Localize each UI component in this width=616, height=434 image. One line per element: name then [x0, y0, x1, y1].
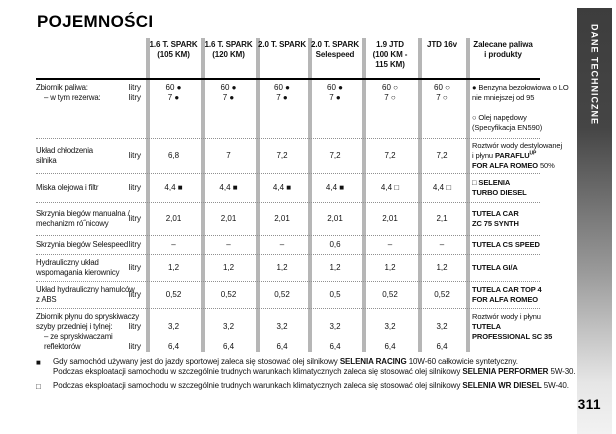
product-line: [472, 240, 540, 250]
row-label-line: z ABS: [36, 295, 57, 304]
page-number: 311: [577, 397, 601, 412]
value-line: 7 ●: [276, 93, 288, 102]
value-line: 1,2: [384, 263, 396, 272]
product-line: [472, 83, 569, 93]
unit-cell: [122, 203, 146, 235]
table-row: [36, 202, 540, 235]
header-spacer-label: [36, 38, 122, 78]
column-header: [418, 38, 466, 78]
unit-line: litry: [128, 240, 141, 249]
value-cell: [201, 255, 256, 281]
product-line: [472, 161, 562, 171]
column-header: [256, 38, 308, 78]
row-label-line: Zbiornik płynu do spryskiwaczy: [36, 312, 139, 321]
value-line: 4,4 ■: [164, 183, 183, 192]
value-line: 3,2: [329, 322, 341, 331]
text-segment: SELENIA RACING: [339, 357, 407, 366]
value-cell: [146, 236, 201, 254]
unit-cell: [122, 236, 146, 254]
value-cell: [256, 282, 308, 308]
text-segment: Roztwór wody destylowanej: [472, 141, 563, 150]
column-header-line: (100 KM -: [372, 50, 408, 59]
value-line: 7 ●: [329, 93, 341, 102]
value-cell: [146, 80, 201, 138]
footnote-marker: ■: [36, 358, 41, 367]
value-cell: [308, 309, 362, 352]
row-label-line: Układ hydrauliczny hamulców: [36, 285, 135, 294]
product-line: [472, 123, 569, 133]
value-cell: [146, 309, 201, 352]
value-line: –: [439, 240, 445, 249]
value-line: 2,01: [220, 214, 237, 223]
product-line: [472, 332, 552, 342]
product-cell: [466, 139, 562, 173]
value-line: 7: [226, 151, 231, 160]
row-label-line: – w tym rezerwa:: [44, 93, 101, 102]
column-header: [362, 38, 418, 78]
value-line: 7,2: [276, 151, 288, 160]
value-cell: [362, 309, 418, 352]
value-cell: [418, 282, 466, 308]
value-line: –: [279, 240, 285, 249]
value-line: [256, 332, 308, 342]
text-segment: Gdy samochód używany jest do jazdy sportowej zaleca się stosować olej silnikowy: [53, 357, 340, 366]
value-line: 0,52: [434, 290, 450, 299]
row-label-line: szyby przedniej i tylnej:: [36, 322, 113, 331]
unit-cell: [122, 255, 146, 281]
text-segment: FOR ALFA ROMEO: [472, 295, 538, 304]
header-spacer-unit: [122, 38, 146, 78]
value-line: 60 ●: [327, 83, 343, 92]
column-header-line: 1.6 T. SPARK: [204, 40, 253, 49]
product-line: [472, 178, 540, 188]
product-line: [472, 312, 552, 322]
value-line: [256, 312, 308, 322]
value-cell: [256, 80, 308, 138]
value-line: 3,2: [384, 322, 396, 331]
value-line: [146, 312, 201, 322]
value-cell: [201, 80, 256, 138]
value-cell: [308, 174, 362, 202]
value-line: [362, 332, 418, 342]
unit-line: litry: [128, 93, 141, 102]
value-line: 60 ○: [382, 83, 398, 92]
product-line: [472, 295, 542, 305]
product-line: [472, 322, 552, 332]
value-line: 0,6: [329, 240, 341, 249]
value-cell: [146, 139, 201, 173]
value-line: 60 ●: [165, 83, 182, 92]
footnote-line: [53, 367, 576, 377]
value-cell: [201, 139, 256, 173]
value-cell: [201, 309, 256, 352]
value-line: 0,52: [274, 290, 290, 299]
text-segment: 5W-30.: [548, 367, 576, 376]
value-line: [362, 312, 418, 322]
column-header: [146, 38, 201, 78]
product-line: [472, 103, 569, 113]
text-segment: TUTELA CAR: [472, 209, 519, 218]
text-segment: i płynu: [472, 151, 495, 160]
text-segment: Roztwór wody i płynu: [472, 312, 541, 321]
value-line: 4,4 □: [432, 183, 452, 192]
value-line: 7,2: [436, 151, 448, 160]
footnote: [36, 381, 569, 393]
row-label: [36, 236, 129, 254]
product-cell: [466, 236, 540, 254]
table-header-row: [36, 38, 540, 80]
column-header-line: 2.0 T. SPARK: [258, 40, 306, 49]
value-line: 2,01: [165, 214, 182, 223]
row-label-line: Skrzynia biegów manualna /: [36, 209, 130, 218]
product-line: [472, 219, 540, 229]
column-header-line: 2.0 T. SPARK: [311, 40, 359, 49]
footnote-line: [53, 381, 569, 391]
product-line: [472, 285, 542, 295]
section-tab: [577, 8, 612, 434]
row-label-line: wspomagania kierownicy: [36, 268, 120, 277]
unit-cell: [122, 309, 146, 352]
value-line: 6,4: [167, 342, 180, 351]
value-cell: [201, 236, 256, 254]
value-line: [308, 332, 362, 342]
row-label-line: silnika: [36, 156, 57, 165]
value-line: [201, 312, 256, 322]
row-label-line: – ze spryskiwaczami: [44, 332, 113, 341]
value-line: 4,4 □: [380, 183, 400, 192]
value-cell: [418, 255, 466, 281]
value-line: 2,01: [327, 214, 343, 223]
value-cell: [201, 203, 256, 235]
column-header: [308, 38, 362, 78]
value-cell: [418, 80, 466, 138]
value-cell: [308, 282, 362, 308]
value-line: 1,2: [276, 263, 288, 272]
product-cell: [466, 203, 540, 235]
table-row: [36, 308, 553, 352]
column-header-line: Zalecane paliwa: [473, 40, 533, 49]
row-label: [36, 80, 122, 138]
value-cell: [362, 255, 418, 281]
text-segment: □ SELENIA: [472, 178, 511, 187]
column-header-line: (120 KM): [212, 50, 245, 59]
unit-cell: [122, 282, 146, 308]
row-label-line: reflektorów: [44, 342, 81, 351]
column-header: [201, 38, 256, 78]
text-segment: TUTELA GI/A: [472, 263, 518, 272]
text-segment: (Specyfikacja EN590): [472, 123, 543, 132]
row-label-line: Skrzynia biegów Selespeed: [36, 240, 129, 249]
text-segment: Podczas eksploatacji samochodu w szczególnie trudnych warunkach klimatycznych zaleca się stosować olej silnikowy: [53, 381, 463, 390]
unit-line: litry: [128, 263, 141, 272]
value-cell: [146, 203, 201, 235]
unit-line: litry: [128, 151, 141, 160]
products-column-header: [466, 38, 540, 78]
text-segment: UP: [529, 150, 537, 157]
value-line: –: [171, 240, 176, 249]
row-label-line: mechanizm ró˝nicowy: [36, 219, 109, 228]
value-cell: [418, 309, 466, 352]
value-line: 2,01: [382, 214, 398, 223]
text-segment: TUTELA: [472, 322, 501, 331]
row-label-line: Układ chłodzenia: [36, 146, 93, 155]
product-cell: [466, 255, 540, 281]
value-cell: [201, 174, 256, 202]
value-cell: [362, 203, 418, 235]
section-tab-label: DANE TECHNICZNE: [589, 24, 600, 126]
text-segment: PARAFLU: [494, 151, 530, 160]
value-cell: [256, 174, 308, 202]
value-line: [308, 312, 362, 322]
product-line: [472, 263, 540, 273]
product-line: [472, 141, 562, 151]
value-cell: [256, 255, 308, 281]
value-line: 4,4 ■: [325, 183, 345, 192]
value-cell: [308, 139, 362, 173]
value-line: 6,4: [436, 342, 448, 351]
value-cell: [146, 255, 201, 281]
value-line: 2,1: [436, 214, 448, 223]
value-line: 0,52: [382, 290, 398, 299]
value-line: 6,4: [329, 342, 341, 351]
value-cell: [256, 139, 308, 173]
value-line: 60 ●: [220, 83, 237, 92]
value-cell: [418, 236, 466, 254]
table-row: [36, 173, 540, 202]
value-line: 6,4: [384, 342, 396, 351]
value-cell: [418, 174, 466, 202]
column-header-line: i produkty: [484, 50, 522, 59]
unit-line: litry: [128, 342, 141, 351]
page-title: POJEMNOŚCI: [37, 12, 154, 31]
product-line: [472, 209, 540, 219]
value-line: 3,2: [276, 322, 288, 331]
value-line: 6,4: [222, 342, 235, 351]
product-cell: [466, 174, 540, 202]
value-cell: [308, 236, 362, 254]
column-header-line: 1.9 JTD: [376, 40, 404, 49]
product-cell: [466, 80, 569, 138]
value-line: 1,2: [167, 263, 180, 272]
table-row: [36, 281, 540, 308]
footnote-text: [53, 357, 576, 377]
value-line: 2,01: [274, 214, 290, 223]
column-header-line: (105 KM): [157, 50, 190, 59]
column-header-line: 115 KM): [375, 60, 405, 69]
unit-line: litry: [128, 183, 141, 192]
table-row: [36, 138, 563, 173]
value-cell: [418, 139, 466, 173]
value-line: 1,2: [436, 263, 448, 272]
value-line: 60 ●: [274, 83, 290, 92]
value-line: 60 ○: [434, 83, 450, 92]
product-line: [472, 188, 540, 198]
value-line: 7,2: [329, 151, 341, 160]
text-segment: ZC 75 SYNTH: [472, 219, 519, 228]
table-row: [36, 235, 540, 254]
text-segment: ● Benzyna bezołowiowa o LO: [472, 83, 569, 92]
value-line: 3,2: [167, 322, 180, 331]
column-header-line: JTD 16v: [427, 40, 457, 49]
text-segment: Podczas eksploatacji samochodu w szczególnie trudnych warunkach klimatycznych zaleca się stosować olej silnikowy: [53, 367, 463, 376]
value-line: 7 ●: [222, 93, 235, 102]
unit-line: litry: [128, 322, 141, 331]
value-line: 7 ○: [384, 93, 396, 102]
value-cell: [256, 236, 308, 254]
text-segment: 50%: [537, 161, 555, 170]
value-line: 1,2: [329, 263, 341, 272]
product-line: [472, 151, 562, 161]
text-segment: ○ Olej napędowy: [472, 113, 527, 122]
value-cell: [256, 309, 308, 352]
text-segment: TURBO DIESEL: [472, 188, 527, 197]
value-line: 3,2: [436, 322, 448, 331]
capacities-table: [36, 38, 569, 352]
text-segment: SELENIA PERFORMER: [462, 367, 549, 376]
text-segment: FOR ALFA ROMEO: [472, 161, 538, 170]
value-line: 1,2: [222, 263, 235, 272]
row-label: [36, 203, 130, 235]
value-cell: [362, 282, 418, 308]
text-segment: TUTELA CAR TOP 4: [472, 285, 542, 294]
value-cell: [146, 282, 201, 308]
value-line: [418, 312, 466, 322]
value-cell: [362, 236, 418, 254]
value-cell: [256, 203, 308, 235]
value-line: 4,4 ■: [219, 183, 238, 192]
product-line: [472, 93, 569, 103]
row-label: [36, 255, 122, 281]
footnote-text: [53, 381, 569, 393]
product-cell: [466, 309, 552, 352]
value-cell: [362, 174, 418, 202]
text-segment: SELENIA WR DIESEL: [462, 381, 542, 390]
value-cell: [308, 203, 362, 235]
value-cell: [201, 282, 256, 308]
product-line: [472, 113, 569, 123]
text-segment: 5W-40.: [541, 381, 569, 390]
unit-line: litry: [128, 83, 141, 92]
value-line: [201, 332, 256, 342]
unit-line: litry: [128, 214, 141, 223]
text-segment: TUTELA CS SPEED: [472, 240, 540, 249]
value-cell: [146, 174, 201, 202]
value-line: 0,52: [165, 290, 182, 299]
value-cell: [362, 139, 418, 173]
text-segment: nie mniejszej od 95: [472, 93, 535, 102]
table-row: [36, 254, 540, 281]
footnote-line: [53, 357, 576, 367]
value-line: 6,4: [276, 342, 288, 351]
row-label-line: Hydrauliczny układ: [36, 258, 99, 267]
value-line: 7,2: [384, 151, 396, 160]
unit-cell: [122, 139, 146, 173]
row-label: [36, 139, 122, 173]
footnote: [36, 357, 576, 377]
unit-cell: [122, 174, 146, 202]
value-line: 0,52: [220, 290, 237, 299]
unit-cell: [122, 80, 146, 138]
value-line: [418, 332, 466, 342]
value-line: 3,2: [222, 322, 235, 331]
table-row: [36, 80, 569, 138]
text-segment: 10W-60 całkowicie syntetyczny.: [406, 357, 518, 366]
value-line: 0,5: [329, 290, 341, 299]
value-line: –: [226, 240, 231, 249]
value-cell: [308, 80, 362, 138]
value-line: 6,8: [167, 151, 180, 160]
value-line: –: [387, 240, 393, 249]
value-cell: [418, 203, 466, 235]
value-cell: [362, 80, 418, 138]
value-line: 4,4 ■: [272, 183, 292, 192]
value-cell: [308, 255, 362, 281]
row-label: [36, 174, 122, 202]
unit-line: [122, 332, 141, 342]
unit-line: litry: [128, 290, 141, 299]
footnotes: [36, 357, 576, 397]
text-segment: PROFESSIONAL SC 35: [472, 332, 553, 341]
value-line: 7 ●: [167, 93, 180, 102]
column-header-line: Selespeed: [315, 50, 355, 59]
column-header-line: 1.6 T. SPARK: [149, 40, 198, 49]
row-label-line: Miska olejowa i filtr: [36, 183, 99, 192]
value-line: 7 ○: [436, 93, 448, 102]
unit-line: [122, 312, 141, 322]
footnote-marker: □: [36, 382, 41, 391]
product-cell: [466, 282, 542, 308]
row-label-line: Zbiornik paliwa:: [36, 83, 88, 92]
value-line: [146, 332, 201, 342]
